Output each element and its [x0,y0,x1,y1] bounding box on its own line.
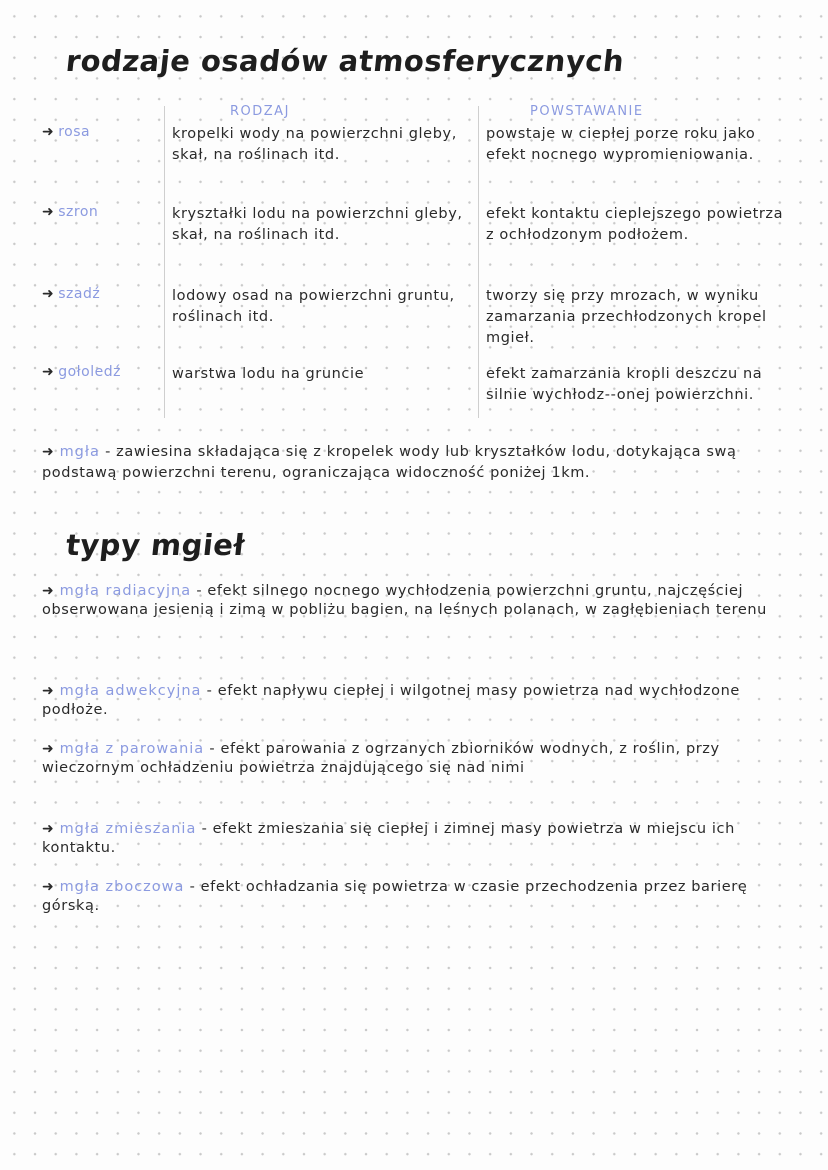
right-arrow-icon: ➜ [42,444,55,460]
fog-type-item [42,878,787,915]
fog-definition-text: - zawiesina składająca się z kropelek wody lub kryształków lodu, dotykająca swą podstawą powierzchni terenu, ograniczająca widoczność poniżej 1km. [42,444,737,481]
table-cell-type: lodowy osad na powierzchni gruntu, roślinach itd. [172,288,455,325]
table-cell-formation: powstaje w ciepłej porze roku jako efekt nocnego wypromieniowania. [486,126,756,163]
column-header-formation: POWSTAWANIE [530,104,644,119]
right-arrow-icon: ➜ [42,124,55,140]
column-header-type: RODZAJ [230,104,290,119]
term-label: szadź [58,286,101,302]
term-label: rosa [58,124,91,140]
fog-type-term: mgła z parowania [59,741,205,757]
table-cell-type: kropelki wody na powierzchni gleby, skał, na roślinach itd. [172,126,457,163]
term-label: szron [58,204,99,220]
fog-type-term: mgła radiacyjna [59,583,192,599]
table-row-term [42,364,121,380]
page-title: rodzaje osadów atmosferycznych [64,44,627,78]
fog-definition-term: mgła [59,444,100,460]
table-cell-formation: tworzy się przy mrozach, w wyniku zamarzania przechłodzonych kropel mgieł. [486,288,767,346]
column-divider-right [478,106,479,418]
table-row-term [42,124,90,140]
column-divider-left [164,106,165,418]
fog-type-term: mgła adwekcyjna [59,683,202,699]
fog-type-item [42,582,787,619]
fog-type-text: - efekt ochładzania się powietrza w czasie przechodzenia przez barierę górską. [42,879,748,914]
right-arrow-icon: ➜ [42,364,55,380]
fog-type-text: - efekt zmieszania się ciepłej i zimnej masy powietrza w miejscu ich kontaktu. [42,821,735,856]
right-arrow-icon: ➜ [42,204,55,220]
table-cell-formation: efekt kontaktu cieplejszego powietrza z ochłodzonym podłożem. [486,206,784,243]
right-arrow-icon: ➜ [42,879,55,895]
term-label: gołoledź [58,364,121,380]
right-arrow-icon: ➜ [42,286,55,302]
right-arrow-icon: ➜ [42,741,55,757]
fog-definition [42,442,787,484]
fog-type-text: - efekt parowania z ogrzanych zbiorników wodnych, z roślin, przy wieczornym ochładzeniu powietrza znajdującego się nad nimi [42,741,720,776]
right-arrow-icon: ➜ [42,821,55,837]
fog-type-item [42,740,787,777]
table-cell-formation: efekt zamarzania kropli deszczu na silnie wychłodz--onej powierzchni. [486,366,763,403]
section-title: typy mgieł [64,528,247,562]
table-row-term [42,204,98,220]
fog-type-item [42,820,787,857]
fog-type-term: mgła zmieszania [59,821,197,837]
table-row-term [42,286,100,302]
table-cell-type: kryształki lodu na powierzchni gleby, skał, na roślinach itd. [172,206,463,243]
table-cell-type: warstwa lodu na gruncie [172,366,365,382]
fog-type-item [42,682,787,719]
fog-type-text: - efekt silnego nocnego wychłodzenia powierzchni gruntu, najczęściej obserwowana jesienią i zimą w pobliżu bagien, na leśnych polanach, w zagłębieniach terenu [42,583,767,618]
fog-type-term: mgła zboczowa [59,879,185,895]
fog-type-text: - efekt napływu ciepłej i wilgotnej masy powietrza nad wychłodzone podłoże. [42,683,740,718]
right-arrow-icon: ➜ [42,583,55,599]
right-arrow-icon: ➜ [42,683,55,699]
